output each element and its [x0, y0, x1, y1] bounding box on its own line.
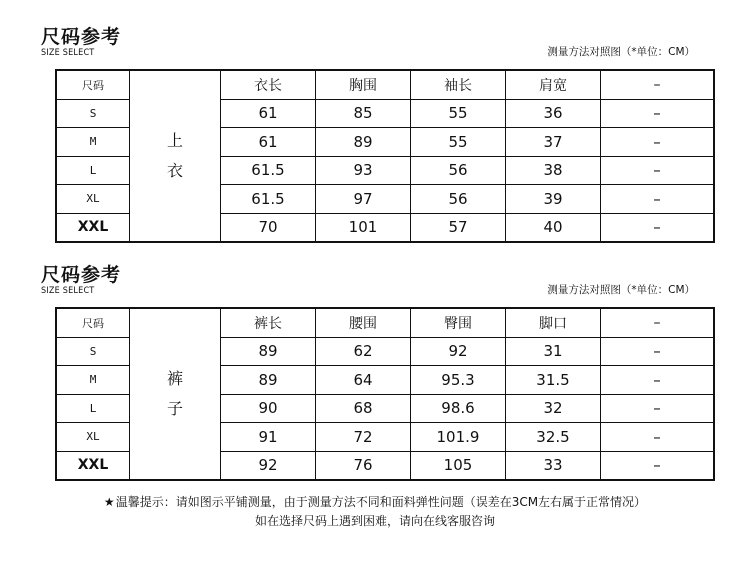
value-cell: –: [601, 156, 715, 185]
value-cell: 91: [221, 423, 316, 452]
header-col: 腰围: [316, 308, 411, 337]
value-cell: 32: [506, 394, 601, 423]
value-cell: –: [601, 394, 715, 423]
header-col: 胸围: [316, 70, 411, 99]
value-cell: –: [601, 185, 715, 214]
category-label-line1: 裤: [166, 369, 183, 388]
table-header-row: [56, 308, 714, 337]
value-cell: –: [601, 128, 715, 157]
value-cell: 56: [411, 156, 506, 185]
section-title: 尺码参考: [41, 264, 122, 286]
header-col: –: [601, 308, 715, 337]
value-cell: 40: [506, 213, 601, 242]
value-cell: 70: [221, 213, 316, 242]
value-cell: 90: [221, 394, 316, 423]
pants-size-table: [55, 307, 715, 481]
value-cell: 62: [316, 337, 411, 366]
value-cell: 31: [506, 337, 601, 366]
size-cell: XL: [56, 185, 130, 214]
value-cell: 101: [316, 213, 411, 242]
header-col: 脚口: [506, 308, 601, 337]
value-cell: 76: [316, 451, 411, 480]
value-cell: –: [601, 423, 715, 452]
value-cell: 101.9: [411, 423, 506, 452]
value-cell: 89: [316, 128, 411, 157]
value-cell: 39: [506, 185, 601, 214]
header-size: 尺码: [56, 308, 130, 337]
value-cell: 61.5: [221, 185, 316, 214]
value-cell: 97: [316, 185, 411, 214]
unit-note: 测量方法对照图（*单位：CM）: [547, 284, 695, 296]
value-cell: –: [601, 451, 715, 480]
unit-note: 测量方法对照图（*单位：CM）: [547, 46, 695, 58]
size-cell: XXL: [56, 213, 130, 242]
value-cell: –: [601, 213, 715, 242]
header-col: 衣长: [221, 70, 316, 99]
header-col: 袖长: [411, 70, 506, 99]
size-cell: XL: [56, 423, 130, 452]
size-cell: M: [56, 128, 130, 157]
value-cell: 64: [316, 366, 411, 395]
value-cell: 92: [221, 451, 316, 480]
value-cell: 57: [411, 213, 506, 242]
value-cell: 98.6: [411, 394, 506, 423]
value-cell: 37: [506, 128, 601, 157]
tops-size-table: [55, 69, 715, 243]
value-cell: 55: [411, 128, 506, 157]
section-subtitle: SIZE SELECT: [41, 48, 95, 58]
size-cell: XXL: [56, 451, 130, 480]
value-cell: 85: [316, 99, 411, 128]
size-cell: S: [56, 337, 130, 366]
tip-line-2: 如在选择尺码上遇到困难，请向在线客服咨询: [254, 514, 495, 528]
value-cell: 95.3: [411, 366, 506, 395]
header-col: 裤长: [221, 308, 316, 337]
value-cell: 31.5: [506, 366, 601, 395]
value-cell: 105: [411, 451, 506, 480]
value-cell: –: [601, 99, 715, 128]
value-cell: 93: [316, 156, 411, 185]
header-col: 臀围: [411, 308, 506, 337]
table-header-row: [56, 70, 714, 99]
header-size: 尺码: [56, 70, 130, 99]
tip-line-1: [0, 495, 750, 510]
category-label-line2: 衣: [166, 161, 183, 180]
value-cell: 68: [316, 394, 411, 423]
section-subtitle: SIZE SELECT: [41, 286, 95, 296]
size-cell: L: [56, 394, 130, 423]
star-icon: ★: [103, 495, 115, 509]
value-cell: –: [601, 366, 715, 395]
value-cell: 89: [221, 337, 316, 366]
tip-text-1: 温馨提示：请如图示平铺测量，由于测量方法不同和面料弹性问题（误差在3CM左右属于正常情况）: [115, 495, 647, 509]
size-cell: S: [56, 99, 130, 128]
value-cell: 55: [411, 99, 506, 128]
header-col: 肩宽: [506, 70, 601, 99]
value-cell: 56: [411, 185, 506, 214]
value-cell: 38: [506, 156, 601, 185]
value-cell: 61.5: [221, 156, 316, 185]
value-cell: 72: [316, 423, 411, 452]
value-cell: 61: [221, 128, 316, 157]
value-cell: 61: [221, 99, 316, 128]
value-cell: 36: [506, 99, 601, 128]
section-title: 尺码参考: [41, 26, 122, 48]
category-cell: [130, 308, 221, 480]
category-label-line2: 子: [166, 399, 183, 418]
value-cell: 92: [411, 337, 506, 366]
category-label-line1: 上: [166, 131, 183, 150]
value-cell: –: [601, 337, 715, 366]
size-cell: M: [56, 366, 130, 395]
category-cell: [130, 70, 221, 242]
size-cell: L: [56, 156, 130, 185]
value-cell: 33: [506, 451, 601, 480]
value-cell: 32.5: [506, 423, 601, 452]
value-cell: 89: [221, 366, 316, 395]
header-col: –: [601, 70, 715, 99]
